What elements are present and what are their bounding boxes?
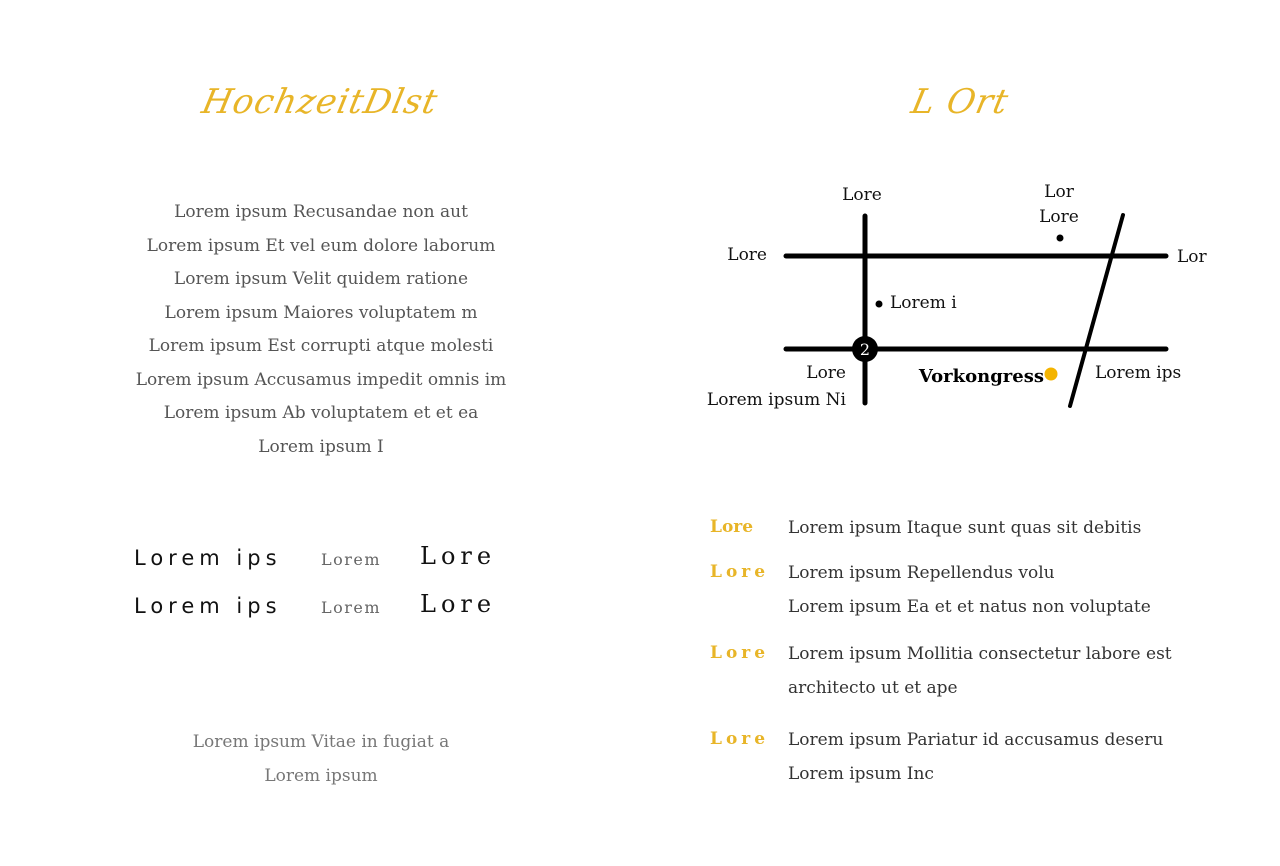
- poi-dot: [1057, 235, 1064, 242]
- info-line: Lorem ipsum Inc: [788, 764, 934, 784]
- info-text: [788, 556, 1151, 624]
- info-text: [788, 723, 1163, 791]
- info-line: architecto ut et ape: [788, 678, 958, 698]
- page-title: L Ort: [907, 82, 1013, 122]
- venue-marker: [1045, 368, 1058, 381]
- info-text: [788, 511, 1141, 545]
- intro-line: Lorem ipsum Velit quidem ratione: [173, 269, 469, 289]
- schedule-small: Lorem: [321, 550, 382, 569]
- info-label: Lore: [710, 517, 754, 537]
- map-label: Lorem ips: [1095, 363, 1182, 383]
- intro-line: Lorem ipsum I: [258, 436, 384, 457]
- schedule-row: [134, 588, 534, 636]
- poi-dot: [876, 301, 883, 308]
- map-label: Lor: [1044, 182, 1074, 202]
- intro-line: Lorem ipsum Est corrupti atque molesti: [148, 336, 494, 356]
- schedule-small: Lorem: [321, 598, 382, 617]
- map-label: Lore: [842, 185, 882, 205]
- map-label: Lore: [1039, 207, 1079, 227]
- schedule-name: Lorem ips: [134, 594, 282, 618]
- info-line: Lorem ipsum Repellendus volu: [788, 563, 1055, 583]
- right-page: [640, 0, 1280, 866]
- intro-line: Lorem ipsum Accusamus impedit omnis im: [135, 369, 507, 390]
- info-label: Lore: [710, 643, 770, 663]
- info-line: Lorem ipsum Mollitia consectetur labore est: [788, 644, 1172, 664]
- info-label: Lore: [710, 729, 770, 749]
- schedule-name: Lorem ips: [134, 546, 282, 570]
- marker-number: 2: [859, 340, 871, 359]
- schedule: [134, 540, 534, 636]
- location-map: [640, 0, 1280, 440]
- schedule-big: Lore: [420, 542, 497, 570]
- footer-line: Lorem ipsum: [264, 766, 378, 786]
- footer-note: [0, 725, 642, 793]
- info-text: [788, 637, 1172, 705]
- info-line: Lorem ipsum Itaque sunt quas sit debitis: [788, 518, 1142, 538]
- map-label: Lore: [727, 245, 767, 265]
- page-title: HochzeitDlst: [198, 82, 442, 122]
- intro-line: Lorem ipsum Recusandae non aut: [174, 202, 468, 222]
- info-label: Lore: [710, 562, 770, 582]
- venue-label: Vorkongress: [918, 366, 1044, 387]
- intro-line: Lorem ipsum Ab voluptatem et et ea: [163, 403, 479, 423]
- map-label: Lor: [1177, 247, 1207, 267]
- info-line: Lorem ipsum Pariatur id accusamus deseru: [788, 730, 1164, 750]
- schedule-row: [134, 540, 534, 588]
- schedule-big: Lore: [420, 590, 497, 618]
- intro-line: Lorem ipsum Maiores voluptatem m: [164, 302, 478, 323]
- map-label: Lore: [806, 363, 846, 383]
- intro-line: Lorem ipsum Et vel eum dolore laborum: [146, 235, 496, 256]
- map-label: Lorem ipsum Ni: [706, 390, 846, 410]
- intro-text: [0, 196, 642, 464]
- footer-line: Lorem ipsum Vitae in fugiat a: [192, 732, 450, 752]
- info-line: Lorem ipsum Ea et et natus non voluptate: [788, 597, 1151, 617]
- map-label: Lorem i: [890, 293, 957, 313]
